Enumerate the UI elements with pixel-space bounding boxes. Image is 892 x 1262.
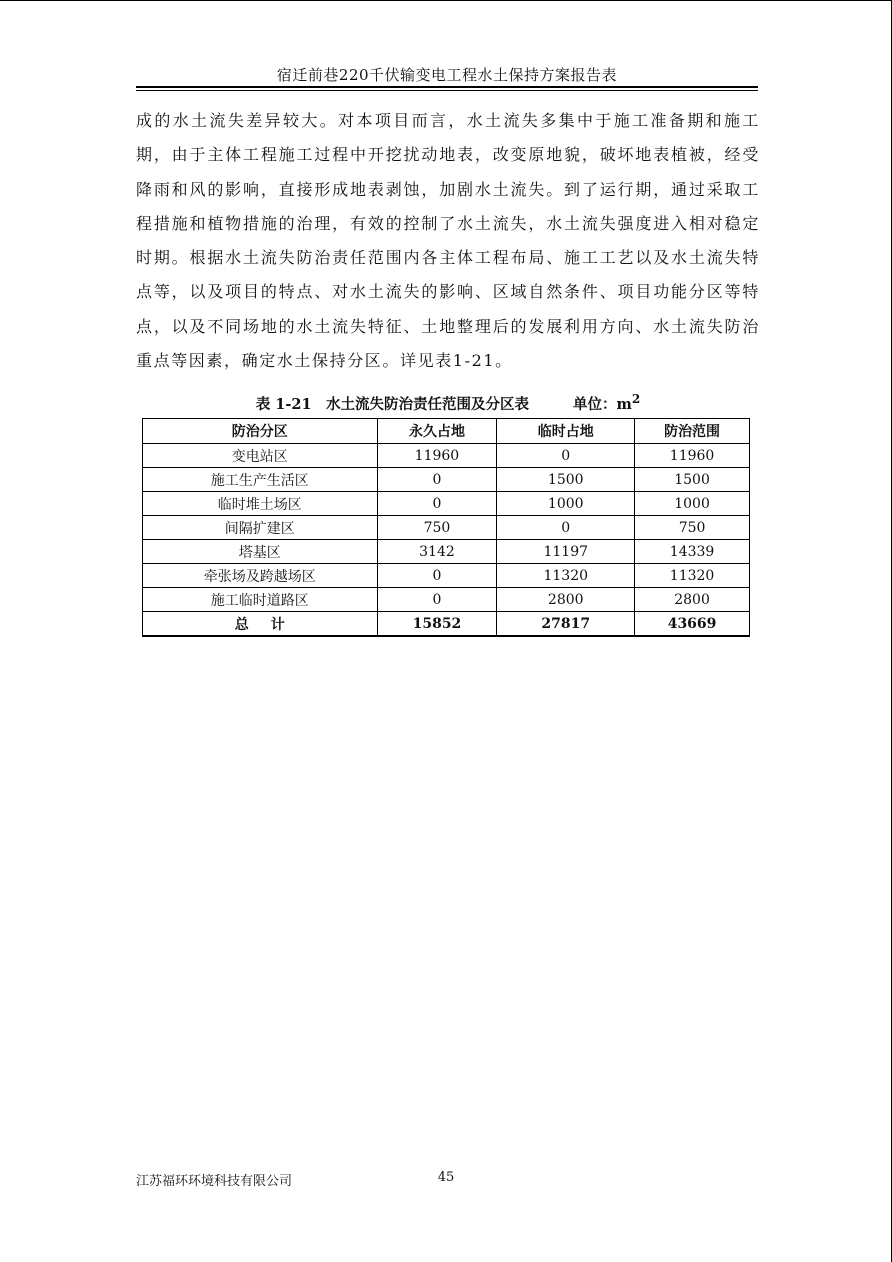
- column-header: 临时占地: [497, 419, 635, 444]
- running-header: 宿迁前巷220千伏输变电工程水土保持方案报告表: [276, 66, 618, 84]
- total-temporary-cell: 27817: [497, 612, 635, 637]
- table-row: [143, 564, 750, 588]
- permanent-area-cell: 3142: [377, 540, 497, 564]
- temporary-area-cell: 1000: [497, 492, 635, 516]
- permanent-area-cell: 750: [377, 516, 497, 540]
- body-paragraph: 成的水土流失差异较大。对本项目而言，水土流失多集中于施工准备期和施工期，由于主体工程施工过程中开挖扰动地表，改变原地貌，破坏地表植被，经受降雨和风的影响，直接形成地表剥蚀，加剧水土流失。到了运行期，通过采取工程措施和植物措施的治理，有效的控制了水土流失，水土流失强度进入相对稳定时期。根据水土流失防治责任范围内各主体工程布局、施工工艺以及水土流失特点等，以及项目的特点、对水土流失的影响、区域自然条件、项目功能分区等特点，以及不同场地的水土流失特征、土地整理后的发展利用方向、水土流失防治重点等因素，确定水土保持分区。详见表1-21。: [136, 111, 760, 371]
- header-rule-thick: [136, 86, 758, 88]
- zone-name-cell: 塔基区: [143, 540, 378, 564]
- table-unit: [573, 392, 641, 413]
- table-title: 表 1-21 水土流失防治责任范围及分区表: [255, 395, 530, 413]
- permanent-area-cell: 11960: [377, 444, 497, 468]
- temporary-area-cell: 1500: [497, 468, 635, 492]
- table-row: [143, 468, 750, 492]
- permanent-area-cell: 0: [377, 564, 497, 588]
- column-header: 永久占地: [377, 419, 497, 444]
- unit-superscript: 2: [631, 392, 641, 406]
- unit-label: 单位：: [573, 395, 617, 413]
- control-area-cell: 11960: [635, 444, 750, 468]
- control-area-cell: 2800: [635, 588, 750, 612]
- zone-name-cell: 临时堆土场区: [143, 492, 378, 516]
- header-rule-thin: [136, 90, 758, 91]
- control-area-cell: 14339: [635, 540, 750, 564]
- control-area-cell: 1000: [635, 492, 750, 516]
- permanent-area-cell: 0: [377, 588, 497, 612]
- temporary-area-cell: 0: [497, 444, 635, 468]
- zone-name-cell: 施工临时道路区: [143, 588, 378, 612]
- temporary-area-cell: 11197: [497, 540, 635, 564]
- total-permanent-cell: 15852: [377, 612, 497, 637]
- table-row: [143, 492, 750, 516]
- permanent-area-cell: 0: [377, 492, 497, 516]
- permanent-area-cell: 0: [377, 468, 497, 492]
- page-top-border: [0, 0, 892, 1]
- zone-name-cell: 牵张场及跨越场区: [143, 564, 378, 588]
- control-area-cell: 750: [635, 516, 750, 540]
- footer-company: 江苏福环环境科技有限公司: [136, 1174, 293, 1189]
- temporary-area-cell: 0: [497, 516, 635, 540]
- table-row: [143, 444, 750, 468]
- zone-name-cell: 施工生产生活区: [143, 468, 378, 492]
- table-header-row: [143, 419, 750, 444]
- page-number: 45: [437, 1170, 455, 1185]
- table-caption: [136, 388, 760, 413]
- zoning-table: [142, 418, 750, 637]
- zone-name-cell: 变电站区: [143, 444, 378, 468]
- total-label-cell: 总计: [143, 612, 378, 637]
- table-row: [143, 516, 750, 540]
- table-total-row: [143, 612, 750, 637]
- table-row: [143, 540, 750, 564]
- temporary-area-cell: 2800: [497, 588, 635, 612]
- column-header: 防治分区: [143, 419, 378, 444]
- column-header: 防治范围: [635, 419, 750, 444]
- temporary-area-cell: 11320: [497, 564, 635, 588]
- table-row: [143, 588, 750, 612]
- zone-name-cell: 间隔扩建区: [143, 516, 378, 540]
- total-control-cell: 43669: [635, 612, 750, 637]
- unit-base: m: [616, 395, 632, 413]
- control-area-cell: 11320: [635, 564, 750, 588]
- control-area-cell: 1500: [635, 468, 750, 492]
